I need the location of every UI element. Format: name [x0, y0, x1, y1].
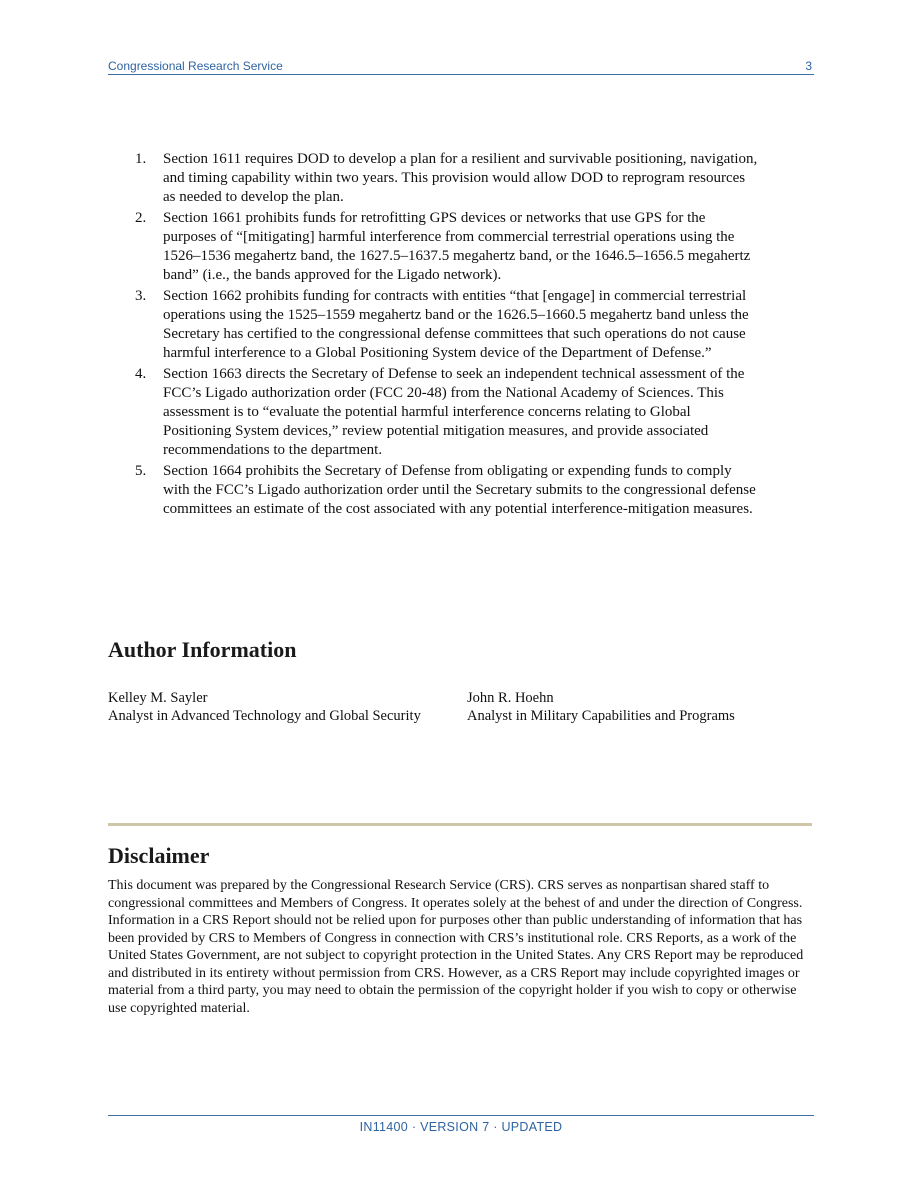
list-item	[108, 462, 758, 519]
list-number: 3.	[135, 288, 147, 304]
author-info-heading: Author Information	[108, 637, 297, 662]
author-block	[467, 689, 735, 725]
author-name: Kelley M. Sayler	[108, 690, 208, 706]
list-text: Section 1663 directs the Secretary of Defense to seek an independent technical assessment of the FCC’s Ligado authorization order (FCC 20-48) from the National Academy of Sciences. This assessment is to “evaluate the potential harmful interference concerns relating to Global Positioning System devices,” review potential mitigation measures, and provide associated recommendations to the department.	[163, 366, 745, 458]
list-number: 1.	[135, 151, 147, 167]
list-number: 5.	[135, 463, 147, 479]
footer-divider	[108, 1115, 814, 1116]
list-item	[108, 287, 758, 363]
list-text: Section 1661 prohibits funds for retrofitting GPS devices or networks that use GPS for the purposes of “[mitigating] harmful interference from commercial terrestrial operations using the 1526–1536 megahertz band, the 1627.5–1637.5 megahertz band, or the 1646.5–1656.5 megahertz band” (i.e., the bands approved for the Ligado network).	[163, 210, 751, 283]
page-number: 3	[805, 59, 812, 73]
list-text: Section 1611 requires DOD to develop a plan for a resilient and survivable positioning, navigation, and timing capability within two years. This provision would allow DOD to reprogram resources as needed to develop the plan.	[163, 151, 758, 205]
author-title: Analyst in Military Capabilities and Programs	[467, 708, 735, 724]
section-divider	[108, 823, 812, 826]
header-title: Congressional Research Service	[108, 59, 283, 73]
list-text: Section 1662 prohibits funding for contracts with entities “that [engage] in commercial terrestrial operations using the 1525–1559 megahertz band or the 1626.5–1660.5 megahertz band unless the Secretary has certified to the congressional defense committees that such operations do not cause harmful interference to a Global Positioning System device of the Department of Defense.”	[163, 288, 749, 361]
author-block	[108, 689, 421, 725]
author-name: John R. Hoehn	[467, 690, 554, 706]
author-title: Analyst in Advanced Technology and Global Security	[108, 708, 421, 724]
list-item	[108, 150, 758, 207]
page-footer: IN11400 · VERSION 7 · UPDATED	[359, 1120, 563, 1134]
disclaimer-heading: Disclaimer	[108, 843, 210, 868]
list-number: 4.	[135, 366, 147, 382]
list-item	[108, 209, 758, 285]
list-number: 2.	[135, 210, 147, 226]
disclaimer-text: This document was prepared by the Congressional Research Service (CRS). CRS serves as nonpartisan shared staff to congressional committees and Members of Congress. It operates solely at the behest of and under the direction of Congress. Information in a CRS Report should not be relied upon for purposes other than public understanding of information that has been provided by CRS to Members of Congress in connection with CRS’s institutional role. CRS Reports, as a work of the United States Government, are not subject to copyright protection in the United States. Any CRS Report may be reproduced and distributed in its entirety without permission from CRS. However, as a CRS Report may include copyrighted images or material from a third party, you may need to obtain the permission of the copyright holder if you wish to copy or otherwise use copyrighted material.	[108, 878, 804, 1016]
list-item	[108, 365, 758, 460]
page-header	[108, 57, 814, 75]
provisions-list	[108, 150, 758, 521]
list-text: Section 1664 prohibits the Secretary of Defense from obligating or expending funds to comply with the FCC’s Ligado authorization order until the Secretary submits to the congressional defense committees an estimate of the cost associated with any potential interference-mitigation measures.	[163, 463, 756, 517]
